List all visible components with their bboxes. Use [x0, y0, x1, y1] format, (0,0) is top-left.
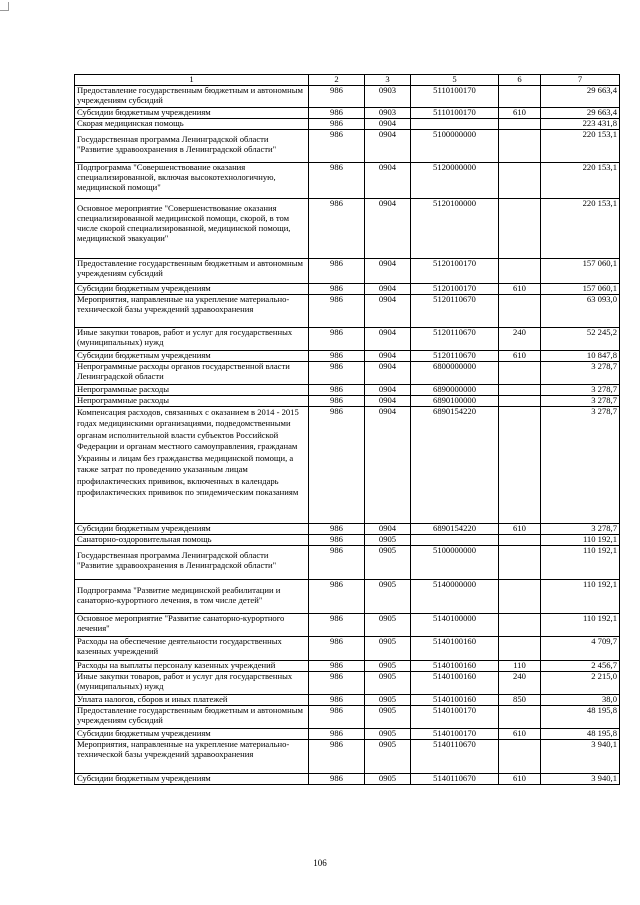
- cell-csr: 5140100170: [411, 728, 499, 739]
- cell-csr: 5120110670: [411, 350, 499, 361]
- cell-gr: 986: [309, 108, 365, 119]
- table-row: [75, 636, 620, 660]
- table-row: [75, 579, 620, 613]
- cell-csr: 6890154220: [411, 406, 499, 523]
- cell-vr: [499, 361, 541, 384]
- cell-gr: 986: [309, 350, 365, 361]
- cell-sum: 110 192,1: [541, 534, 620, 545]
- cell-vr: [499, 118, 541, 129]
- cell-vr: 610: [499, 523, 541, 534]
- table-row: [75, 118, 620, 129]
- cell-vr: 240: [499, 671, 541, 694]
- cell-name: Расходы на обеспечение деятельности государственных казенных учреждений: [75, 636, 309, 660]
- cell-sum: 4 709,7: [541, 636, 620, 660]
- cell-sum: 29 663,4: [541, 108, 620, 119]
- cell-sum: 223 431,8: [541, 118, 620, 129]
- cell-sum: 52 245,2: [541, 327, 620, 350]
- cell-name: Непрограммные расходы: [75, 384, 309, 395]
- cell-gr: 986: [309, 579, 365, 613]
- cell-name: Непрограммные расходы органов государственной власти Ленинградской области: [75, 361, 309, 384]
- cell-rz: 0904: [365, 350, 411, 361]
- cell-vr: [499, 395, 541, 406]
- cell-sum: 157 060,1: [541, 258, 620, 283]
- cell-csr: 5140100160: [411, 671, 499, 694]
- cell-name: Субсидии бюджетным учреждениям: [75, 283, 309, 294]
- cell-csr: 5120000000: [411, 162, 499, 198]
- cell-csr: 5140100160: [411, 694, 499, 705]
- table-row: [75, 613, 620, 636]
- cell-rz: 0905: [365, 613, 411, 636]
- cell-sum: 38,0: [541, 694, 620, 705]
- cell-csr: 5140100160: [411, 636, 499, 660]
- cell-name: Субсидии бюджетным учреждениям: [75, 773, 309, 784]
- cell-csr: 6800000000: [411, 361, 499, 384]
- table-row: [75, 739, 620, 773]
- header-col-sum: 7: [541, 75, 620, 86]
- cell-vr: [499, 545, 541, 579]
- table-row: [75, 395, 620, 406]
- cell-sum: 3 278,7: [541, 384, 620, 395]
- cell-csr: 5100000000: [411, 545, 499, 579]
- table-row: [75, 258, 620, 283]
- cell-rz: 0904: [365, 523, 411, 534]
- cell-gr: 986: [309, 283, 365, 294]
- table-row: [75, 162, 620, 198]
- cell-vr: [499, 613, 541, 636]
- cell-rz: 0904: [365, 283, 411, 294]
- cell-name: Субсидии бюджетным учреждениям: [75, 350, 309, 361]
- cell-vr: 610: [499, 773, 541, 784]
- scan-corner-mark: [0, 2, 9, 11]
- cell-csr: 5120100170: [411, 283, 499, 294]
- cell-sum: 3 940,1: [541, 773, 620, 784]
- table-row: [75, 361, 620, 384]
- cell-gr: 986: [309, 361, 365, 384]
- cell-gr: 986: [309, 545, 365, 579]
- cell-rz: 0905: [365, 660, 411, 671]
- cell-rz: 0905: [365, 739, 411, 773]
- cell-sum: 10 847,8: [541, 350, 620, 361]
- cell-name: Скорая медицинская помощь: [75, 118, 309, 129]
- cell-csr: [411, 534, 499, 545]
- cell-gr: 986: [309, 86, 365, 108]
- cell-sum: 110 192,1: [541, 579, 620, 613]
- header-col-csr: 5: [411, 75, 499, 86]
- table-row: [75, 660, 620, 671]
- cell-sum: 3 278,7: [541, 523, 620, 534]
- cell-gr: 986: [309, 258, 365, 283]
- header-col-name: 1: [75, 75, 309, 86]
- cell-sum: 3 940,1: [541, 739, 620, 773]
- cell-name: Государственная программа Ленинградской области "Развитие здравоохранения в Ленинградской области": [75, 129, 309, 162]
- cell-rz: 0904: [365, 384, 411, 395]
- cell-gr: 986: [309, 671, 365, 694]
- cell-gr: 986: [309, 773, 365, 784]
- cell-name: Компенсация расходов, связанных с оказанием в 2014 - 2015 годах медицинскими организациями, подведомственными органам исполнительной власти субъектов Российской Федерации и органам местного самоуправления, гражданам Украины и лицам без гражданства медицинской помощи, а также затрат по проведению указанным лицам профилактических прививок, включенных в календарь профилактических прививок по эпидемическим показаниям: [75, 406, 309, 523]
- cell-name: Субсидии бюджетным учреждениям: [75, 523, 309, 534]
- table-row: [75, 350, 620, 361]
- cell-vr: [499, 384, 541, 395]
- cell-name: Субсидии бюджетным учреждениям: [75, 108, 309, 119]
- cell-sum: 220 153,1: [541, 129, 620, 162]
- table-row: [75, 384, 620, 395]
- cell-name: Мероприятия, направленные на укрепление материально-технической базы учреждений здравоохранения: [75, 739, 309, 773]
- table-row: [75, 523, 620, 534]
- cell-rz: 0904: [365, 361, 411, 384]
- cell-sum: 2 456,7: [541, 660, 620, 671]
- cell-csr: 5120110670: [411, 327, 499, 350]
- cell-sum: 110 192,1: [541, 613, 620, 636]
- cell-vr: [499, 739, 541, 773]
- cell-rz: 0904: [365, 406, 411, 523]
- cell-csr: 6890154220: [411, 523, 499, 534]
- table-row: [75, 406, 620, 523]
- cell-vr: 610: [499, 728, 541, 739]
- table-row: [75, 773, 620, 784]
- cell-name: Иные закупки товаров, работ и услуг для государственных (муниципальных) нужд: [75, 327, 309, 350]
- cell-sum: 220 153,1: [541, 162, 620, 198]
- cell-rz: 0904: [365, 395, 411, 406]
- cell-gr: 986: [309, 395, 365, 406]
- cell-name: Предоставление государственным бюджетным и автономным учреждениям субсидий: [75, 705, 309, 728]
- cell-vr: [499, 86, 541, 108]
- cell-rz: 0904: [365, 258, 411, 283]
- cell-gr: 986: [309, 198, 365, 258]
- cell-vr: [499, 198, 541, 258]
- cell-rz: 0905: [365, 579, 411, 613]
- cell-vr: 240: [499, 327, 541, 350]
- cell-csr: 5140100160: [411, 660, 499, 671]
- cell-gr: 986: [309, 613, 365, 636]
- cell-name: Субсидии бюджетным учреждениям: [75, 728, 309, 739]
- cell-name: Основное мероприятие "Совершенствование оказания специализированной медицинской помощи, скорой, в том числе скорой специализированной, медицинской помощи, медицинской эвакуации": [75, 198, 309, 258]
- cell-name: Предоставление государственным бюджетным и автономным учреждениям субсидий: [75, 258, 309, 283]
- cell-rz: 0905: [365, 773, 411, 784]
- cell-sum: 220 153,1: [541, 198, 620, 258]
- cell-vr: [499, 636, 541, 660]
- cell-gr: 986: [309, 384, 365, 395]
- cell-rz: 0904: [365, 118, 411, 129]
- cell-gr: 986: [309, 523, 365, 534]
- cell-csr: 5140100000: [411, 613, 499, 636]
- cell-csr: 5140100170: [411, 705, 499, 728]
- cell-sum: 63 093,0: [541, 294, 620, 327]
- cell-name: Государственная программа Ленинградской области "Развитие здравоохранения в Ленинградской области": [75, 545, 309, 579]
- cell-name: Подпрограмма "Совершенствование оказания специализированной, включая высокотехнологичную, медицинской помощи": [75, 162, 309, 198]
- cell-vr: 610: [499, 350, 541, 361]
- cell-gr: 986: [309, 728, 365, 739]
- cell-vr: 610: [499, 283, 541, 294]
- table-row: [75, 294, 620, 327]
- cell-gr: 986: [309, 406, 365, 523]
- table-row: [75, 671, 620, 694]
- cell-name: Санаторно-оздоровительная помощь: [75, 534, 309, 545]
- cell-name: Мероприятия, направленные на укрепление материально-технической базы учреждений здравоохранения: [75, 294, 309, 327]
- cell-vr: [499, 579, 541, 613]
- cell-csr: 5140110670: [411, 773, 499, 784]
- cell-vr: 110: [499, 660, 541, 671]
- cell-gr: 986: [309, 118, 365, 129]
- table-row: [75, 705, 620, 728]
- table-row: [75, 545, 620, 579]
- cell-rz: 0903: [365, 86, 411, 108]
- cell-name: Расходы на выплаты персоналу казенных учреждений: [75, 660, 309, 671]
- header-col-rz: 3: [365, 75, 411, 86]
- cell-csr: 5110100170: [411, 108, 499, 119]
- cell-name: Предоставление государственным бюджетным и автономным учреждениям субсидий: [75, 86, 309, 108]
- cell-name: Основное мероприятие "Развитие санаторно-курортного лечения": [75, 613, 309, 636]
- table-row: [75, 283, 620, 294]
- cell-vr: [499, 258, 541, 283]
- cell-gr: 986: [309, 705, 365, 728]
- cell-sum: 110 192,1: [541, 545, 620, 579]
- cell-sum: 3 278,7: [541, 361, 620, 384]
- table-row: [75, 86, 620, 108]
- table-row: [75, 198, 620, 258]
- cell-sum: 3 278,7: [541, 406, 620, 523]
- cell-rz: 0904: [365, 294, 411, 327]
- cell-gr: 986: [309, 534, 365, 545]
- cell-sum: 3 278,7: [541, 395, 620, 406]
- cell-csr: 5140110670: [411, 739, 499, 773]
- cell-vr: [499, 705, 541, 728]
- cell-csr: 5100000000: [411, 129, 499, 162]
- cell-name: Подпрограмма "Развитие медицинской реабилитации и санаторно-курортного лечения, в том числе детей": [75, 579, 309, 613]
- cell-gr: 986: [309, 694, 365, 705]
- cell-csr: 6890100000: [411, 395, 499, 406]
- cell-rz: 0904: [365, 198, 411, 258]
- cell-csr: 5120100000: [411, 198, 499, 258]
- cell-vr: [499, 406, 541, 523]
- cell-sum: 48 195,8: [541, 728, 620, 739]
- cell-gr: 986: [309, 660, 365, 671]
- cell-csr: [411, 118, 499, 129]
- table-row: [75, 129, 620, 162]
- cell-vr: [499, 129, 541, 162]
- table-row: [75, 728, 620, 739]
- cell-sum: 48 195,8: [541, 705, 620, 728]
- cell-rz: 0905: [365, 534, 411, 545]
- table-header-row: [75, 75, 620, 86]
- cell-name: Иные закупки товаров, работ и услуг для государственных (муниципальных) нужд: [75, 671, 309, 694]
- cell-rz: 0905: [365, 545, 411, 579]
- cell-rz: 0903: [365, 108, 411, 119]
- cell-vr: [499, 162, 541, 198]
- cell-csr: 5140000000: [411, 579, 499, 613]
- cell-rz: 0905: [365, 705, 411, 728]
- cell-name: Уплата налогов, сборов и иных платежей: [75, 694, 309, 705]
- cell-rz: 0905: [365, 636, 411, 660]
- cell-rz: 0905: [365, 694, 411, 705]
- table-row: [75, 534, 620, 545]
- header-col-vr: 6: [499, 75, 541, 86]
- table-row: [75, 108, 620, 119]
- table-row: [75, 694, 620, 705]
- cell-rz: 0905: [365, 671, 411, 694]
- cell-rz: 0904: [365, 129, 411, 162]
- page-number: 106: [313, 858, 327, 868]
- cell-csr: 5120110670: [411, 294, 499, 327]
- cell-vr: 850: [499, 694, 541, 705]
- cell-vr: [499, 534, 541, 545]
- cell-rz: 0904: [365, 327, 411, 350]
- cell-gr: 986: [309, 162, 365, 198]
- cell-csr: 6890000000: [411, 384, 499, 395]
- cell-csr: 5110100170: [411, 86, 499, 108]
- cell-vr: [499, 294, 541, 327]
- cell-gr: 986: [309, 129, 365, 162]
- budget-table: [74, 74, 620, 785]
- cell-gr: 986: [309, 294, 365, 327]
- cell-sum: 2 215,0: [541, 671, 620, 694]
- cell-gr: 986: [309, 636, 365, 660]
- cell-csr: 5120100170: [411, 258, 499, 283]
- cell-gr: 986: [309, 739, 365, 773]
- cell-gr: 986: [309, 327, 365, 350]
- header-col-gr: 2: [309, 75, 365, 86]
- table-row: [75, 327, 620, 350]
- cell-rz: 0905: [365, 728, 411, 739]
- cell-rz: 0904: [365, 162, 411, 198]
- cell-vr: 610: [499, 108, 541, 119]
- cell-name: Непрограммные расходы: [75, 395, 309, 406]
- cell-sum: 157 060,1: [541, 283, 620, 294]
- cell-sum: 29 663,4: [541, 86, 620, 108]
